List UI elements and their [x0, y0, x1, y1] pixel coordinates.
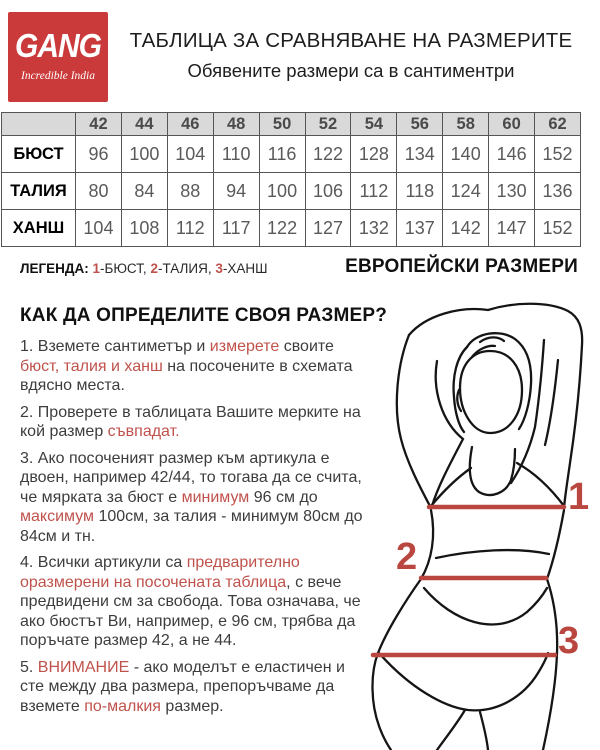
- table-row: [2, 136, 581, 173]
- table-row: [2, 210, 581, 247]
- size-value-cell: 80: [76, 173, 122, 210]
- waist-number-label: 2: [396, 536, 418, 578]
- size-value-cell: 84: [121, 173, 167, 210]
- row-label: ТАЛИЯ: [2, 173, 76, 210]
- legend-number: 1: [92, 261, 101, 276]
- brand-tagline: Incredible India: [21, 70, 95, 82]
- step-text: 3. Ако посоченият размер към артикула е двоен, например 42/44, то тогава да се счита, че мярката за бюст е: [20, 449, 362, 506]
- size-column-header: 54: [351, 113, 397, 136]
- size-column-header: 50: [259, 113, 305, 136]
- step-highlight-text: максимум: [20, 508, 95, 525]
- step-text: размер.: [160, 697, 224, 715]
- body-outline: [372, 304, 582, 750]
- row-label: ХАНШ: [2, 210, 76, 247]
- size-value-cell: 140: [443, 136, 489, 173]
- step-paragraph: [20, 449, 372, 547]
- size-value-cell: 100: [121, 136, 167, 173]
- euro-sizes-title: ЕВРОПЕЙСКИ РАЗМЕРИ: [345, 256, 578, 277]
- size-value-cell: 88: [167, 173, 213, 210]
- size-value-cell: 108: [121, 210, 167, 247]
- how-to-heading: КАК ДА ОПРЕДЕЛИТЕ СВОЯ РАЗМЕР?: [20, 305, 388, 326]
- size-column-header: 46: [167, 113, 213, 136]
- size-value-cell: 117: [213, 210, 259, 247]
- size-value-cell: 124: [443, 173, 489, 210]
- step-text: 2. Проверете в таблицата Вашите мерките на кой размер: [20, 403, 361, 440]
- size-value-cell: 118: [397, 173, 443, 210]
- size-value-cell: 104: [76, 210, 122, 247]
- size-column-header: 62: [535, 113, 581, 136]
- step-paragraph: [20, 403, 372, 442]
- size-table: [1, 112, 581, 247]
- brand-name: GANG: [15, 27, 101, 65]
- size-column-header: 44: [121, 113, 167, 136]
- size-value-cell: 122: [259, 210, 305, 247]
- step-text: 5.: [20, 658, 38, 676]
- legend-text: -ТАЛИЯ,: [157, 261, 216, 276]
- step-text: 96 см до: [249, 488, 318, 506]
- legend-number: 2: [150, 261, 158, 276]
- size-column-header: 60: [489, 113, 535, 136]
- size-value-cell: 100: [259, 173, 305, 210]
- size-column-header: 48: [213, 113, 259, 136]
- step-highlight-text: измерете: [209, 338, 280, 355]
- step-paragraph: [20, 553, 372, 651]
- legend-text: -БЮСТ,: [100, 261, 151, 276]
- table-header-row: [2, 113, 581, 136]
- step-text: - ако моделът е еластичен и сте между два размера, препоръчваме да вземете: [20, 658, 345, 715]
- step-text: 1. Вземете сантиметър и: [20, 338, 210, 355]
- size-value-cell: 104: [167, 136, 213, 173]
- size-value-cell: 122: [305, 136, 351, 173]
- size-column-header: 52: [305, 113, 351, 136]
- page-title: ТАБЛИЦА ЗА СРАВНЯВАНЕ НА РАЗМЕРИТЕ: [129, 29, 573, 52]
- size-value-cell: 96: [76, 136, 122, 173]
- step-highlight-text: ВНИМАНИЕ: [37, 658, 130, 676]
- size-column-header: 58: [443, 113, 489, 136]
- how-to-steps: [20, 337, 372, 723]
- step-highlight-text: съвпадат.: [107, 423, 180, 440]
- step-text: , с вече предвидени см за свобода. Това означава, че ако бюстът Ви, например, е 96 см, трябва да поръчате размер 42, а не 44.: [20, 573, 361, 649]
- legend-label: ЛЕГЕНДА:: [20, 261, 89, 276]
- size-value-cell: 116: [259, 136, 305, 173]
- step-text: 100см, за талия - минимум 80см до 84см и тн.: [20, 508, 363, 545]
- size-value-cell: 132: [351, 210, 397, 247]
- size-value-cell: 146: [489, 136, 535, 173]
- brand-logo: [8, 12, 108, 102]
- figure-svg: [368, 300, 600, 750]
- size-value-cell: 127: [305, 210, 351, 247]
- size-value-cell: 137: [397, 210, 443, 247]
- step-highlight-text: минимум: [181, 488, 250, 506]
- size-column-header: 56: [397, 113, 443, 136]
- step-text: 4. Всички артикули са: [20, 554, 187, 571]
- table-corner-cell: [2, 113, 76, 136]
- size-value-cell: 134: [397, 136, 443, 173]
- page-subtitle: Обявените размери са в сантиментри: [187, 60, 515, 81]
- legend-number: 3: [215, 261, 223, 276]
- hips-number-label: 3: [558, 620, 580, 662]
- step-text: своите: [279, 338, 334, 355]
- step-highlight-text: по-малкия: [84, 697, 161, 715]
- legend: [20, 261, 268, 276]
- table-row: [2, 173, 581, 210]
- page-header: [112, 29, 590, 82]
- size-value-cell: 130: [489, 173, 535, 210]
- step-text: на посочените в схемата вдясно места.: [20, 357, 353, 394]
- size-value-cell: 94: [213, 173, 259, 210]
- step-paragraph: [20, 658, 372, 717]
- size-value-cell: 152: [535, 210, 581, 247]
- size-value-cell: 128: [351, 136, 397, 173]
- size-value-cell: 136: [535, 173, 581, 210]
- size-value-cell: 147: [489, 210, 535, 247]
- size-value-cell: 112: [167, 210, 213, 247]
- step-highlight-text: предварително оразмерени на посочената таблица: [20, 554, 300, 591]
- step-highlight-text: бюст, талия и ханш: [20, 357, 163, 375]
- step-paragraph: [20, 337, 372, 396]
- size-value-cell: 152: [535, 136, 581, 173]
- size-value-cell: 142: [443, 210, 489, 247]
- size-value-cell: 112: [351, 173, 397, 210]
- measurement-figure: [368, 300, 600, 750]
- size-value-cell: 106: [305, 173, 351, 210]
- legend-text: -ХАНШ: [222, 261, 268, 276]
- row-label: БЮСТ: [2, 136, 76, 173]
- size-column-header: 42: [76, 113, 122, 136]
- size-value-cell: 110: [213, 136, 259, 173]
- bust-number-label: 1: [568, 476, 590, 518]
